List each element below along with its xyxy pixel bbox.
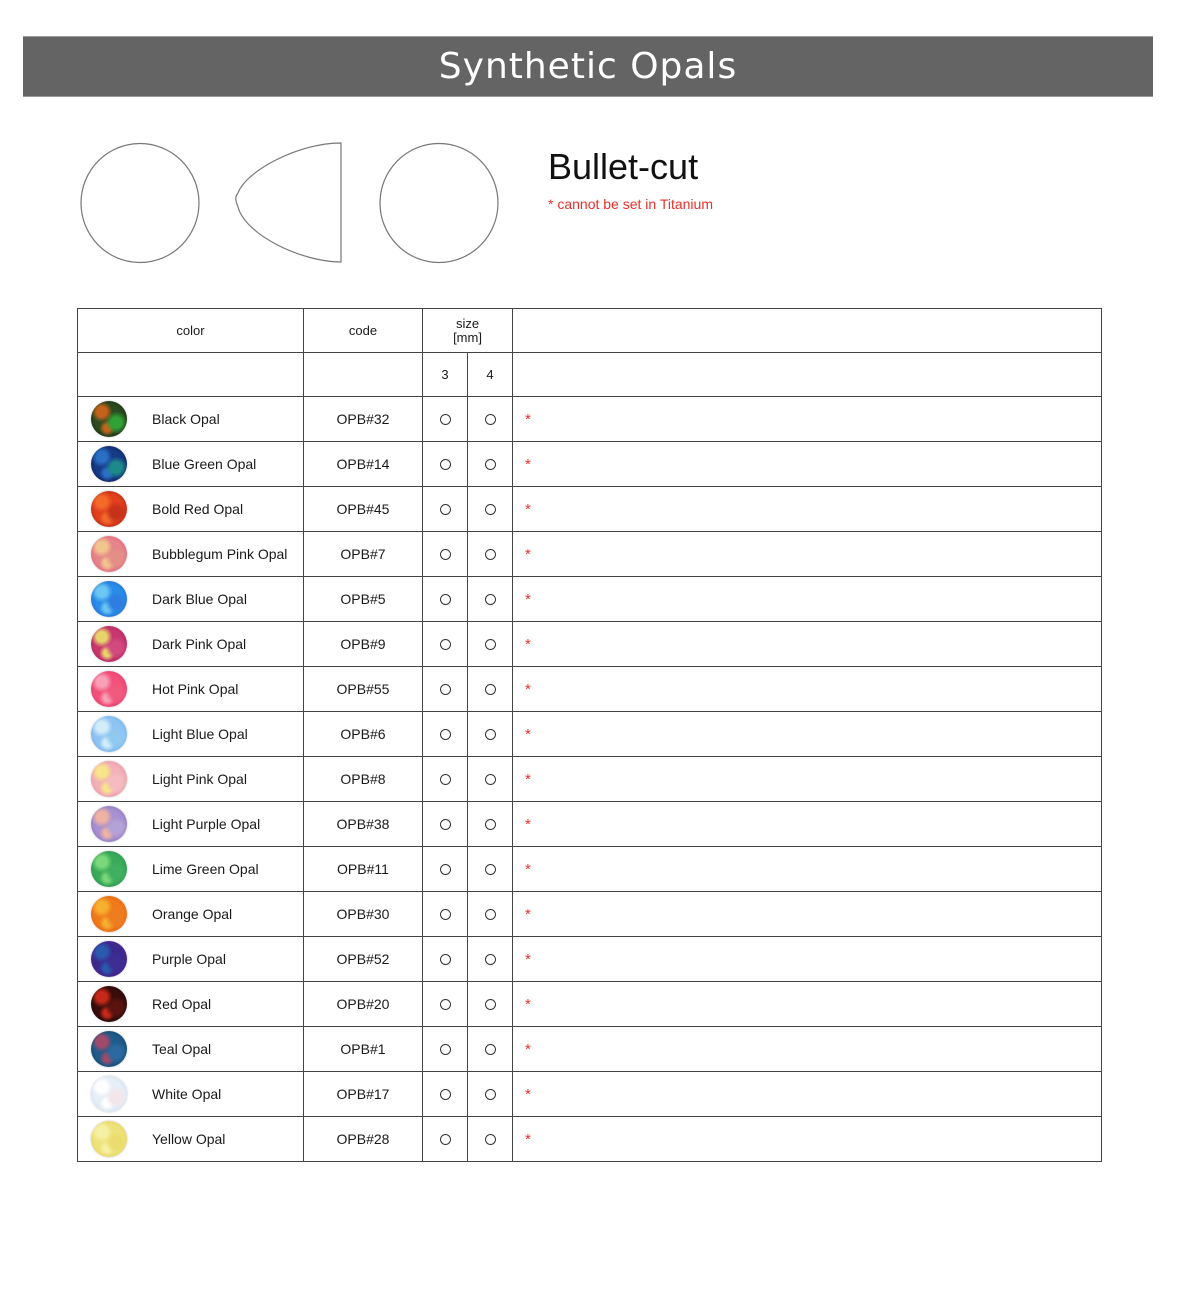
titanium-restriction: * bbox=[513, 1117, 1102, 1162]
available-circle-icon bbox=[485, 909, 496, 920]
available-circle-icon bbox=[485, 864, 496, 875]
opal-row bbox=[78, 1117, 1102, 1162]
header-row bbox=[78, 309, 1102, 353]
opal-name: Black Opal bbox=[152, 411, 220, 427]
size-3-available bbox=[423, 892, 468, 937]
opal-swatch-icon bbox=[91, 851, 127, 887]
size-row bbox=[78, 353, 1102, 397]
available-circle-icon bbox=[485, 1134, 496, 1145]
size-3-available bbox=[423, 712, 468, 757]
opal-row bbox=[78, 442, 1102, 487]
size-row-blank-color bbox=[78, 353, 304, 397]
opal-row bbox=[78, 802, 1102, 847]
color-cell bbox=[78, 442, 304, 487]
opal-row bbox=[78, 667, 1102, 712]
opal-code: OPB#14 bbox=[304, 442, 423, 487]
opal-swatch-icon bbox=[91, 1076, 127, 1112]
size-4-available bbox=[468, 397, 513, 442]
opal-code: OPB#55 bbox=[304, 667, 423, 712]
opal-row bbox=[78, 1072, 1102, 1117]
size-4-available bbox=[468, 532, 513, 577]
titanium-restriction: * bbox=[513, 712, 1102, 757]
opal-name: White Opal bbox=[152, 1086, 222, 1102]
round-top-view-icon bbox=[81, 144, 199, 263]
cut-name: Bullet-cut bbox=[548, 146, 699, 187]
titanium-restriction: * bbox=[513, 397, 1102, 442]
opal-name: Dark Blue Opal bbox=[152, 591, 247, 607]
size-4-available bbox=[468, 442, 513, 487]
opal-swatch-icon bbox=[91, 761, 127, 797]
titanium-restriction: * bbox=[513, 937, 1102, 982]
opal-swatch-icon bbox=[91, 986, 127, 1022]
header-size-unit: [mm] bbox=[453, 329, 482, 345]
opal-swatch-icon bbox=[91, 896, 127, 932]
opal-swatch-icon bbox=[91, 941, 127, 977]
opal-name: Bubblegum Pink Opal bbox=[152, 546, 288, 562]
size-4-available bbox=[468, 802, 513, 847]
color-cell bbox=[78, 847, 304, 892]
opal-code: OPB#32 bbox=[304, 397, 423, 442]
available-circle-icon bbox=[440, 639, 451, 650]
opal-name: Blue Green Opal bbox=[152, 456, 257, 472]
size-3-available bbox=[423, 577, 468, 622]
size-4-available bbox=[468, 892, 513, 937]
titanium-restriction: * bbox=[513, 622, 1102, 667]
opal-code: OPB#1 bbox=[304, 1027, 423, 1072]
size-3-available bbox=[423, 1117, 468, 1162]
opal-name: Teal Opal bbox=[152, 1041, 212, 1057]
available-circle-icon bbox=[485, 1089, 496, 1100]
opal-code: OPB#45 bbox=[304, 487, 423, 532]
color-cell bbox=[78, 937, 304, 982]
titanium-restriction: * bbox=[513, 532, 1102, 577]
size-4-available bbox=[468, 487, 513, 532]
opal-code: OPB#30 bbox=[304, 892, 423, 937]
opal-row bbox=[78, 937, 1102, 982]
titanium-restriction: * bbox=[513, 487, 1102, 532]
opal-code: OPB#17 bbox=[304, 1072, 423, 1117]
round-back-view-icon bbox=[380, 144, 498, 263]
opal-code: OPB#6 bbox=[304, 712, 423, 757]
available-circle-icon bbox=[440, 864, 451, 875]
available-circle-icon bbox=[440, 954, 451, 965]
available-circle-icon bbox=[485, 1044, 496, 1055]
opal-row bbox=[78, 622, 1102, 667]
opal-code: OPB#28 bbox=[304, 1117, 423, 1162]
available-circle-icon bbox=[485, 774, 496, 785]
cut-diagrams bbox=[78, 141, 502, 265]
available-circle-icon bbox=[440, 774, 451, 785]
size-3-available bbox=[423, 487, 468, 532]
opal-row bbox=[78, 397, 1102, 442]
opal-swatch-icon bbox=[91, 806, 127, 842]
color-cell bbox=[78, 982, 304, 1027]
titanium-restriction: * bbox=[513, 442, 1102, 487]
opal-name: Yellow Opal bbox=[152, 1131, 226, 1147]
opal-row bbox=[78, 487, 1102, 532]
color-cell bbox=[78, 532, 304, 577]
opal-row bbox=[78, 532, 1102, 577]
size-4-available bbox=[468, 1072, 513, 1117]
size-3-available bbox=[423, 622, 468, 667]
size-3-available bbox=[423, 667, 468, 712]
opal-row bbox=[78, 712, 1102, 757]
titanium-restriction: * bbox=[513, 1027, 1102, 1072]
opal-swatch-icon bbox=[91, 626, 127, 662]
size-4-available bbox=[468, 1117, 513, 1162]
opal-swatch-icon bbox=[91, 536, 127, 572]
opal-swatch-icon bbox=[91, 446, 127, 482]
opal-swatch-icon bbox=[91, 581, 127, 617]
available-circle-icon bbox=[440, 684, 451, 695]
size-3-available bbox=[423, 937, 468, 982]
size-4-available bbox=[468, 982, 513, 1027]
opal-code: OPB#52 bbox=[304, 937, 423, 982]
titanium-restriction: * bbox=[513, 982, 1102, 1027]
titanium-restriction: * bbox=[513, 1072, 1102, 1117]
available-circle-icon bbox=[485, 729, 496, 740]
size-4-available bbox=[468, 667, 513, 712]
opal-name: Dark Pink Opal bbox=[152, 636, 247, 652]
size-3-available bbox=[423, 982, 468, 1027]
size-3-available bbox=[423, 802, 468, 847]
color-cell bbox=[78, 1117, 304, 1162]
available-circle-icon bbox=[485, 819, 496, 830]
color-cell bbox=[78, 397, 304, 442]
size-3-available bbox=[423, 757, 468, 802]
color-cell bbox=[78, 1027, 304, 1072]
opal-name: Light Blue Opal bbox=[152, 726, 248, 742]
titanium-note: * cannot be set in Titanium bbox=[548, 196, 713, 212]
available-circle-icon bbox=[440, 504, 451, 515]
opal-row bbox=[78, 1027, 1102, 1072]
size-3mm: 3 bbox=[423, 353, 468, 397]
opal-row bbox=[78, 982, 1102, 1027]
size-3-available bbox=[423, 442, 468, 487]
color-cell bbox=[78, 892, 304, 937]
size-4-available bbox=[468, 937, 513, 982]
available-circle-icon bbox=[440, 1134, 451, 1145]
opal-code: OPB#38 bbox=[304, 802, 423, 847]
header-notes bbox=[513, 309, 1102, 353]
size-3-available bbox=[423, 397, 468, 442]
opal-swatch-icon bbox=[91, 716, 127, 752]
opal-row bbox=[78, 577, 1102, 622]
available-circle-icon bbox=[485, 999, 496, 1010]
titanium-restriction: * bbox=[513, 667, 1102, 712]
size-4-available bbox=[468, 1027, 513, 1072]
size-4-available bbox=[468, 757, 513, 802]
size-3-available bbox=[423, 1072, 468, 1117]
opal-code: OPB#5 bbox=[304, 577, 423, 622]
opal-code: OPB#8 bbox=[304, 757, 423, 802]
color-cell bbox=[78, 577, 304, 622]
opal-code: OPB#11 bbox=[304, 847, 423, 892]
opal-row bbox=[78, 757, 1102, 802]
available-circle-icon bbox=[440, 414, 451, 425]
titanium-restriction: * bbox=[513, 577, 1102, 622]
available-circle-icon bbox=[485, 639, 496, 650]
opal-name: Purple Opal bbox=[152, 951, 226, 967]
opal-row bbox=[78, 892, 1102, 937]
size-3-available bbox=[423, 1027, 468, 1072]
bullet-side-view-icon bbox=[236, 143, 341, 262]
opal-swatch-icon bbox=[91, 1031, 127, 1067]
available-circle-icon bbox=[485, 549, 496, 560]
available-circle-icon bbox=[440, 909, 451, 920]
opal-swatch-icon bbox=[91, 1121, 127, 1157]
header-color: color bbox=[78, 309, 304, 353]
available-circle-icon bbox=[440, 1044, 451, 1055]
titanium-restriction: * bbox=[513, 802, 1102, 847]
size-4-available bbox=[468, 577, 513, 622]
color-cell bbox=[78, 622, 304, 667]
color-cell bbox=[78, 487, 304, 532]
available-circle-icon bbox=[485, 414, 496, 425]
size-4-available bbox=[468, 712, 513, 757]
available-circle-icon bbox=[440, 594, 451, 605]
opal-swatch-icon bbox=[91, 491, 127, 527]
opal-table bbox=[77, 308, 1102, 1162]
available-circle-icon bbox=[485, 954, 496, 965]
color-cell bbox=[78, 757, 304, 802]
page-title: Synthetic Opals bbox=[438, 46, 738, 87]
titanium-restriction: * bbox=[513, 757, 1102, 802]
size-row-blank-notes bbox=[513, 353, 1102, 397]
opal-name: Lime Green Opal bbox=[152, 861, 259, 877]
opal-name: Bold Red Opal bbox=[152, 501, 244, 517]
size-3-available bbox=[423, 532, 468, 577]
color-cell bbox=[78, 802, 304, 847]
opal-name: Orange Opal bbox=[152, 906, 233, 922]
available-circle-icon bbox=[440, 999, 451, 1010]
opal-code: OPB#20 bbox=[304, 982, 423, 1027]
opal-name: Light Pink Opal bbox=[152, 771, 247, 787]
available-circle-icon bbox=[440, 1089, 451, 1100]
available-circle-icon bbox=[485, 594, 496, 605]
size-4mm: 4 bbox=[468, 353, 513, 397]
available-circle-icon bbox=[440, 819, 451, 830]
color-cell bbox=[78, 712, 304, 757]
titanium-restriction: * bbox=[513, 892, 1102, 937]
opal-name: Red Opal bbox=[152, 996, 212, 1012]
header-size-label: size bbox=[455, 315, 480, 331]
opal-row bbox=[78, 847, 1102, 892]
color-cell bbox=[78, 1072, 304, 1117]
header-code: code bbox=[304, 309, 423, 353]
available-circle-icon bbox=[485, 504, 496, 515]
opal-code: OPB#9 bbox=[304, 622, 423, 667]
opal-swatch-icon bbox=[91, 671, 127, 707]
color-cell bbox=[78, 667, 304, 712]
size-3-available bbox=[423, 847, 468, 892]
page-banner bbox=[23, 36, 1153, 97]
available-circle-icon bbox=[440, 549, 451, 560]
header-size bbox=[423, 309, 513, 353]
available-circle-icon bbox=[485, 459, 496, 470]
opal-name: Hot Pink Opal bbox=[152, 681, 239, 697]
size-4-available bbox=[468, 847, 513, 892]
opal-code: OPB#7 bbox=[304, 532, 423, 577]
size-row-blank-code bbox=[304, 353, 423, 397]
opal-name: Light Purple Opal bbox=[152, 816, 261, 832]
opal-swatch-icon bbox=[91, 401, 127, 437]
available-circle-icon bbox=[485, 684, 496, 695]
titanium-restriction: * bbox=[513, 847, 1102, 892]
available-circle-icon bbox=[440, 459, 451, 470]
size-4-available bbox=[468, 622, 513, 667]
available-circle-icon bbox=[440, 729, 451, 740]
